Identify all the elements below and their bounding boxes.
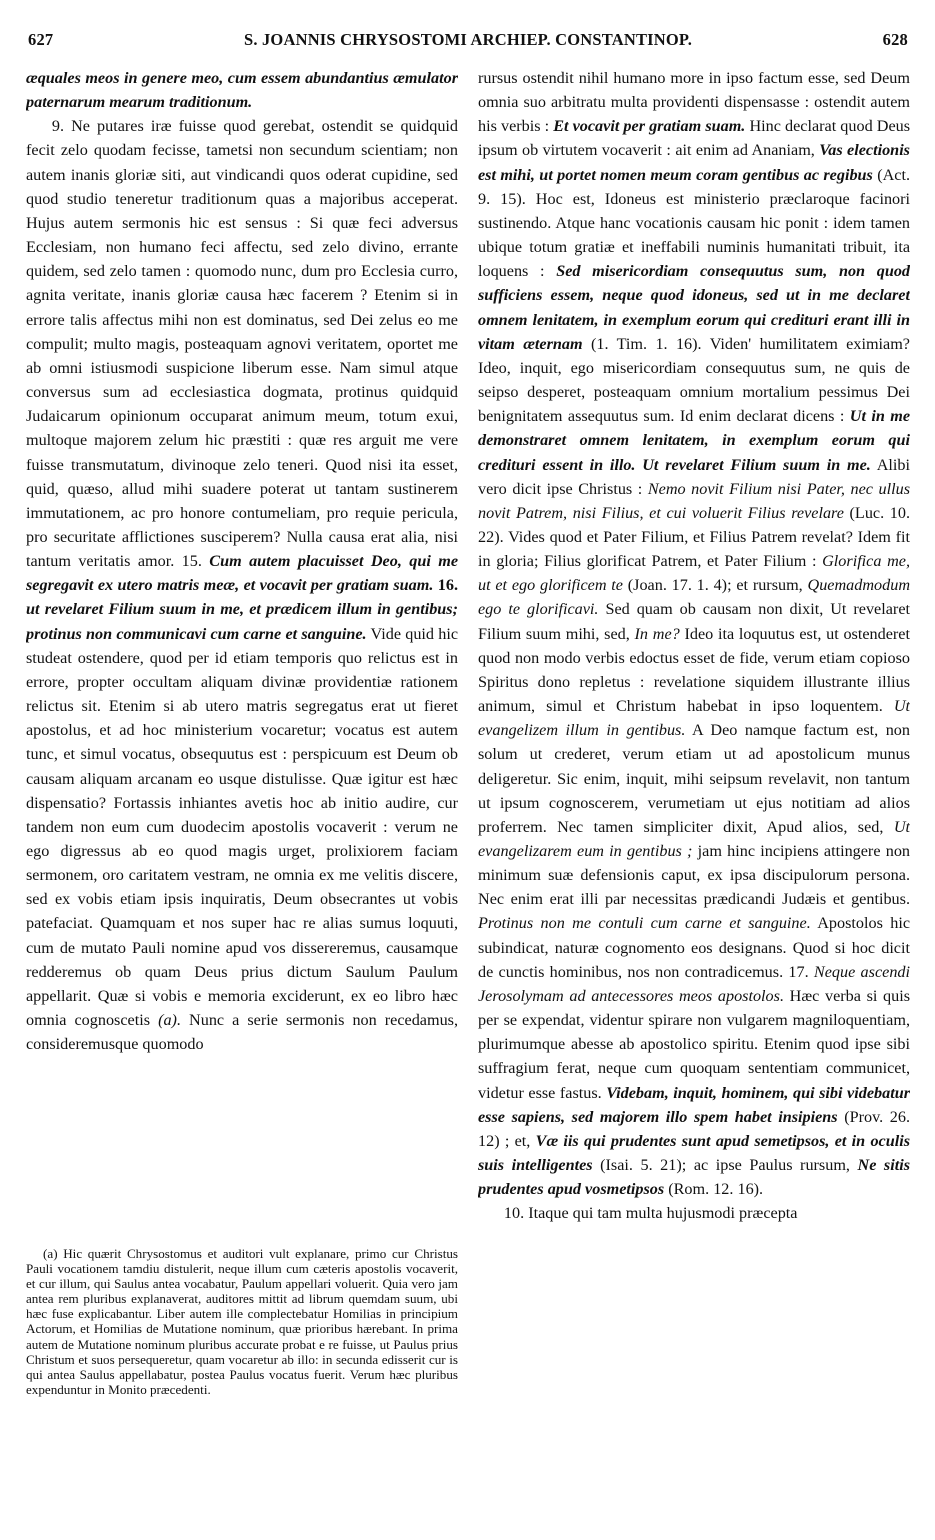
text-run: et, — [514, 1131, 531, 1150]
text-run: Hæc verba si quis per se expendat, videntur spirare non vulgarem magniloquentiam, plurimumque abesse ab apostolico spiritu. Etenim quod ipse sibi suffragium ferat, neque cum quoquam sententiam communicet, videtur esse fastus. — [478, 986, 910, 1102]
scripture-quote: Glorifica me, ut et ego glorificem te — [478, 552, 910, 595]
scripture-quote: Væ iis qui prudentes sunt apud semetipsos, et in oculis suis intelligentes — [478, 1131, 910, 1175]
scripture-quote: Ut evangelizarem eum in gentibus ; — [478, 817, 910, 860]
scripture-quote: Nemo novit Filium nisi Pater, nec ullus novit Patrem, nisi Filius, et cui voluerit Filius revelare — [478, 479, 910, 522]
scripture-reference: (1. Tim. 1. 16). — [591, 334, 702, 353]
text-run: rursus ostendit nihil humano more in ipso factum esse, sed Deum omnia suo arbitratu multa providenti dispensasse : ostendit autem his verbis : — [478, 69, 910, 136]
text-run: Hinc declarat quod Deus ipsum ob virtutem vocaverit : ait enim ad Ananiam, — [478, 117, 910, 160]
verse-15-number: 15. — [181, 552, 202, 571]
text-run: Vides quod et Pater Filium, et Filius Patrem revelat? Idem fit in gloria; Filius glorificat Patrem, et Pater Filium : — [478, 527, 910, 571]
scripture-reference: (Luc. 10. 22). — [478, 503, 910, 546]
scripture-reference: (Isai. 5. 21); — [600, 1156, 687, 1175]
scripture-quote: Neque ascendi Jerosolymam ad antecessores meos apostolos. — [478, 962, 910, 1005]
text-run: Viden' humilitatem eximiam? Ideo, inquit, ego misericordiam consequutus sum, ne quis de seipso desperet, posteaquam omnium mortalium pessimus Dei benignitatem assequutus sum. Id enim declarat dicens : — [478, 334, 910, 426]
scripture-quote: Ne sitis prudentes apud vosmetipsos — [478, 1156, 910, 1199]
scripture-quote: Et vocavit per gratiam suam. — [553, 117, 746, 136]
text-run: jam hinc incipiens attingere non minimum suæ defensionis caput, ex ipsa discipulorum persona. Nec enim erat illi par necessitas prædicandi Judæis et gentibus. — [478, 842, 910, 909]
scripture-reference: (Joan. 17. 1. 4); — [627, 576, 732, 595]
paragraph-9-continued: Vide quid hic studeat ostendere, quod per id etiam temporis quo relictus est in errore, propter occultam aliquam divinæ providentiæ rationem relictus sit. Etenim si ab utero matris segregatus erat ut fieret apostolus, et ad hoc ministerium vocaretur; vocatus est autem tunc, et simul vocatus, obsequutus est : perspicuum est Deum ob causam aliquam arcanam eo usque distulisse. Quæ igitur est hæc dispensatio? Fortassis inhiantes avetis hoc ab initio audire, cur tandem non eum cum duodecim apostolis vocaverit : verum ne ego digressus ab eo quod magis urget, prolixiorem faciam sermonem, oro caritatem vestram, ne omnia ex me velitis discere, sed ex vobis etiam ipsis inquiratis, Deum obsecrantes ut vobis patefaciat. Quamquam et nos super hac re alias sumus loquuti, cum de mutato Pauli nomine apud vos dissereremus, causamque redderemus ob quam Deus prius dictum Saulum Paulum appellarit. Quæ si vobis e memoria exciderunt, ex eo libro hæc omnia cognoscetis — [26, 624, 458, 1030]
text-run: Hoc est, Idoneus est ministerio præclaroque facinori sustinendo. Atque hanc vocationis causam hic ponit : idem tamen ubique totum gratiæ et ineffabili numinis humanitati tribuit, ita loquens : — [478, 189, 910, 281]
scripture-reference: (Prov. 26. 12) ; — [478, 1107, 910, 1150]
text-run: Ideo ita loquutus est, ut ostenderet quod non modo verbis edoctus esset de fide, verum etiam copioso Spiritus dono repletus : revelatione siquidem illustrante illius animum, simul et Christum habebat in ipso loquentem. — [478, 624, 910, 716]
text-run: Sed quam ob causam non dixit, Ut revelaret Filium suum mihi, sed, — [478, 600, 910, 643]
scripture-quote: In me? — [634, 624, 680, 643]
text-run: A Deo namque factum est, non solum ut crederet, verum etiam ut ad apostolicum munus deligeretur. Sic enim, inquit, mihi seipsum revelavit, non tantum ut ipsum cognoscerem, verumetiam ut ejus notitiam ad alios proferrem. Nec tamen simpliciter dixit, Apud alios, sed, — [478, 721, 910, 836]
verse-16-number: 16. — [437, 576, 458, 595]
text-run: Apostolos hic subindicat, naturæ cognomento eos designans. Quod si hoc dicit de cunctis hominibus, nos non contradicemus. — [478, 914, 910, 981]
paragraph-10: 10. Itaque qui tam multa hujusmodi præcepta — [503, 1204, 798, 1223]
text-run: Alibi vero dicit ipse Christus : — [478, 455, 910, 498]
scripture-quote: Ut in me demonstraret omnem lenitatem, in exemplum eorum qui credituri essent in illo. Ut revelaret Filium suum in me. — [478, 407, 910, 474]
right-column — [478, 66, 910, 1536]
footnote-text: (a) Hic quærit Chrysostomus et auditori vult explanare, primo cur Christus Pauli vocationem tamdiu distulerit, neque illum cum cæteris apostolis vocaverit, et cur illum, qui Saulus antea vocabatur, Paulum appellari voluerit. Quia vero jam antea rem pluribus explanaverat, auditores mittit ad librum quemdam suum, ubi hæc fuse explicabantur. Liber autem ille complectebatur Homilias in principium Actorum, et Homilias de Mutatione nominum, quæ prioribus hærebant. In prima autem de Mutatione nominum pluribus accurate probat e re fuisse, ut Paulus prius Christum et suos persequeretur, quam vocaretur ab illo: in secunda edisserit cur is qui antea Saulus appellabatur, postea Paulus vocatus fuerit. Verum hæc pluribus expenduntur in Monito præcedenti. — [26, 1246, 458, 1397]
scripture-quote: Sed misericordiam consequutus sum, non quod sufficiens essem, neque quod idoneus, sed ut in me declaret omnem lenitatem, in exemplum eorum qui credituri erant illi in vitam æternam — [478, 262, 910, 353]
text-run: ac ipse Paulus rursum, — [693, 1156, 850, 1175]
footnote — [26, 1246, 458, 1484]
verse-number: 17. — [788, 962, 809, 981]
running-title: S. JOANNIS CHRYSOSTOMI ARCHIEP. CONSTANTINOP. — [243, 30, 693, 49]
intro-paragraph — [26, 66, 458, 114]
paragraph-9 — [26, 114, 458, 1056]
right-paragraph — [478, 66, 910, 1201]
page-number-left: 627 — [28, 30, 54, 49]
verse-16-text: ut revelaret Filium suum in me, et prædicem illum in gentibus; protinus non communicavi cum carne et sanguine. — [26, 600, 458, 643]
scripture-quote: Quemadmodum ego te glorificavi. — [478, 576, 910, 619]
scripture-quote: Vas electionis est mihi, ut portet nomen meum coram gentibus ac regibus — [478, 141, 910, 184]
left-column — [26, 66, 458, 1240]
paragraph-9-text: 9. Ne putares iræ fuisse quod gerebat, ostendit se quidquid fecit zelo quodam fecisse, tametsi non secundum scientiam; non autem inanis gloriæ siti, aut vindicandi quos oderat cupidine, sed quod studio teneretur traditionum quas a majoribus acceperat. Hujus autem sermonis hic est sensus : Si quæ feci adversus Ecclesiam, non humano feci affectu, sed zelo divino, errante quidem, sed zelo tamen : quomodo nunc, dum pro Ecclesia curro, agnita veritate, inanis gloriæ causa hæc facerem ? Etenim si in errore talis affectus mihi non est dominatus, sed Dei zelus eo me compulit; multo magis, posteaquam agnovi veritatem, oportet me ab omni istiusmodi suspicione liberum esse. Nam simul atque conversus sum ad ecclesiastica dogmata, protinus quidquid Judaicarum opinionum occuparat animum meum, totum exui, multoque majorem zelum hic præstiti : quæ res arguit me vere fuisse transmutatum, divinoque zelo teneri. Quod nisi ita esset, quid, quæso, allud mihi suadere poterat ut tantam sustinerem immutationem, ac pro honore contumeliam, pro requie pericula, pro securitate afflictiones susciperem? Nulla causa erat alia, nisi tantum veritatis amor. — [26, 117, 458, 571]
paragraph-9-end: Nunc a serie sermonis non recedamus, consideremusque quomodo — [26, 1011, 458, 1054]
text-run: et rursum, — [736, 576, 803, 595]
verse-15-text: Cum autem placuisset Deo, qui me segregavit ex utero matris meæ, et vocavit per gratiam suam. — [26, 552, 458, 595]
footnote-reference: (a). — [158, 1011, 181, 1030]
scripture-quote: Ut evangelizem illum in gentibus. — [478, 697, 910, 740]
intro-quote: æquales meos in genere meo, cum essem abundantius æmulator paternarum mearum traditionum. — [26, 69, 458, 112]
scripture-reference: (Rom. 12. 16). — [668, 1180, 764, 1199]
page-number-right: 628 — [882, 30, 908, 49]
scripture-reference: (Act. 9. 15). — [478, 165, 910, 208]
running-header — [28, 30, 908, 56]
scripture-quote: Protinus non me contuli cum carne et sanguine. — [478, 914, 811, 933]
scripture-quote: Videbam, inquit, hominem, qui sibi videbatur esse sapiens, sed majorem illo spem habet insipiens — [478, 1083, 910, 1126]
